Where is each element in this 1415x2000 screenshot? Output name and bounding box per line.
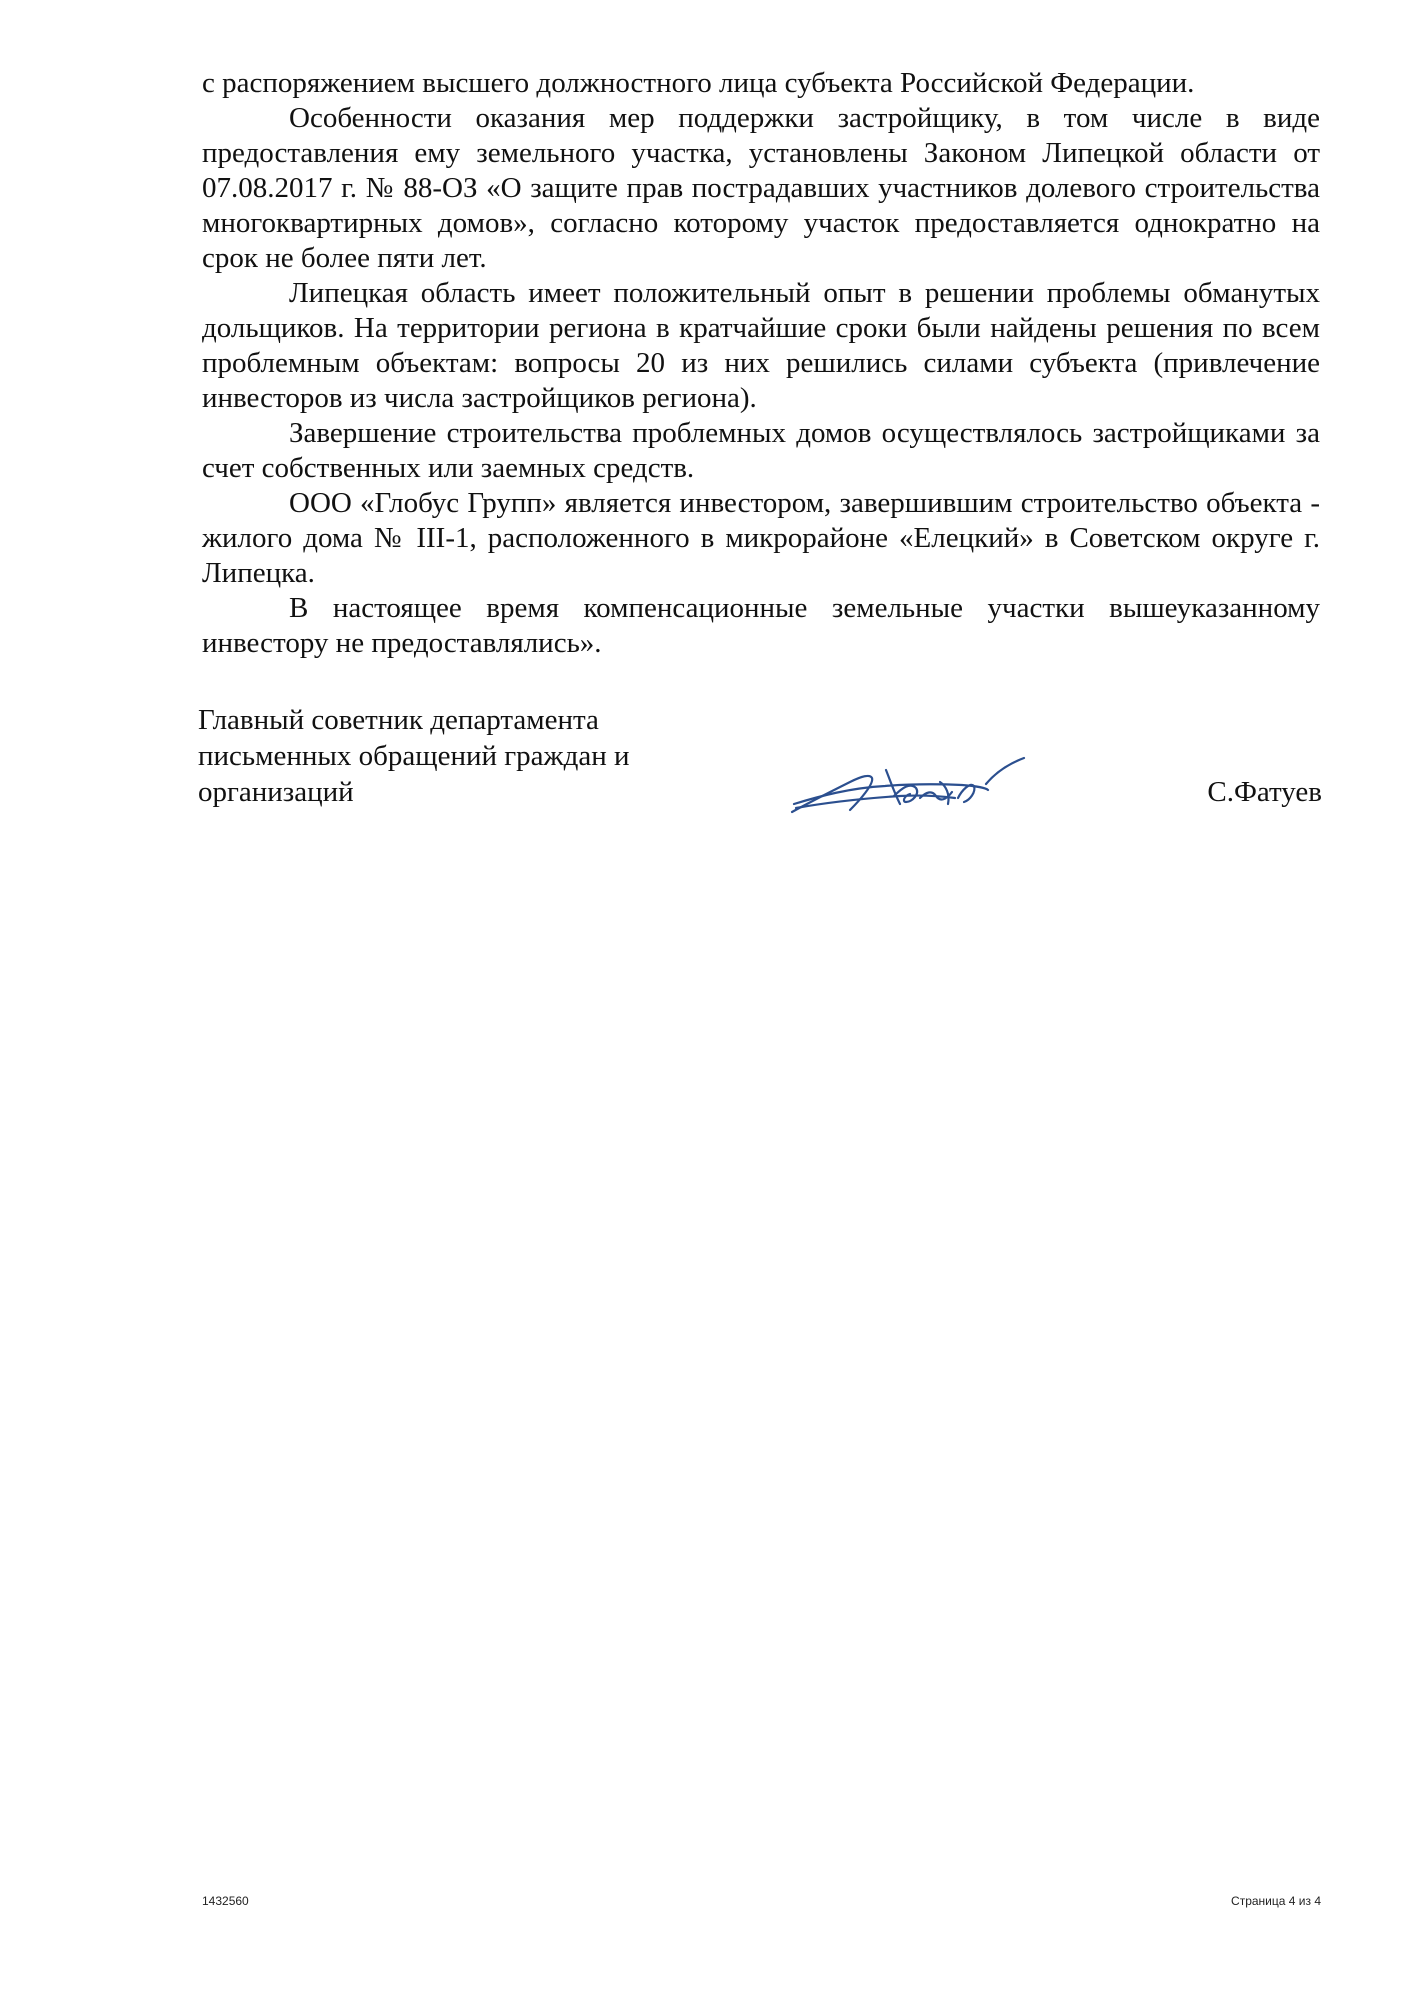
paragraph-support-measures: Особенности оказания мер поддержки застройщику, в том числе в виде предоставления ему земельного участка, установлены Законом Липецкой области от 07.08.2017 г. № 88-ОЗ «О защите прав пострадавших участников долевого строительства многоквартирных домов», согласно которому участок предоставляется однократно на срок не более пяти лет. [202,102,1320,274]
paragraph-regional-experience: Липецкая область имеет положительный опыт в решении проблемы обманутых дольщиков. На территории региона в кратчайшие сроки были найдены решения по всем проблемным объектам: вопросы 20 из них решились силами субъекта (привлечение инвесторов из числа застройщиков региона). [202,277,1320,414]
letter-body [202,66,1320,661]
signer-name: С.Фатуев [1207,776,1322,808]
paragraph-land-plots: В настоящее время компенсационные земельные участки вышеуказанному инвестору не предоставлялись». [202,592,1320,659]
page-number: Страница 4 из 4 [1231,1894,1321,1908]
paragraph-construction-completion: Завершение строительства проблемных домов осуществлялось застройщиками за счет собственных или заемных средств. [202,417,1320,484]
paragraph-continuation: с распоряжением высшего должностного лица субъекта Российской Федерации. [202,67,1195,99]
document-number: 1432560 [202,1894,249,1908]
signer-position-line: Главный советник департамента [198,704,599,736]
signer-position-line: организаций [198,776,354,808]
signer-position-line: письменных обращений граждан и [198,740,630,772]
handwritten-signature-icon [790,752,1030,824]
signer-position [198,702,678,810]
signature-block [198,702,1322,822]
paragraph-investor: ООО «Глобус Групп» является инвестором, завершившим строительство объекта - жилого дома № III-1, расположенного в микрорайоне «Елецкий» в Советском округе г. Липецка. [202,487,1320,589]
